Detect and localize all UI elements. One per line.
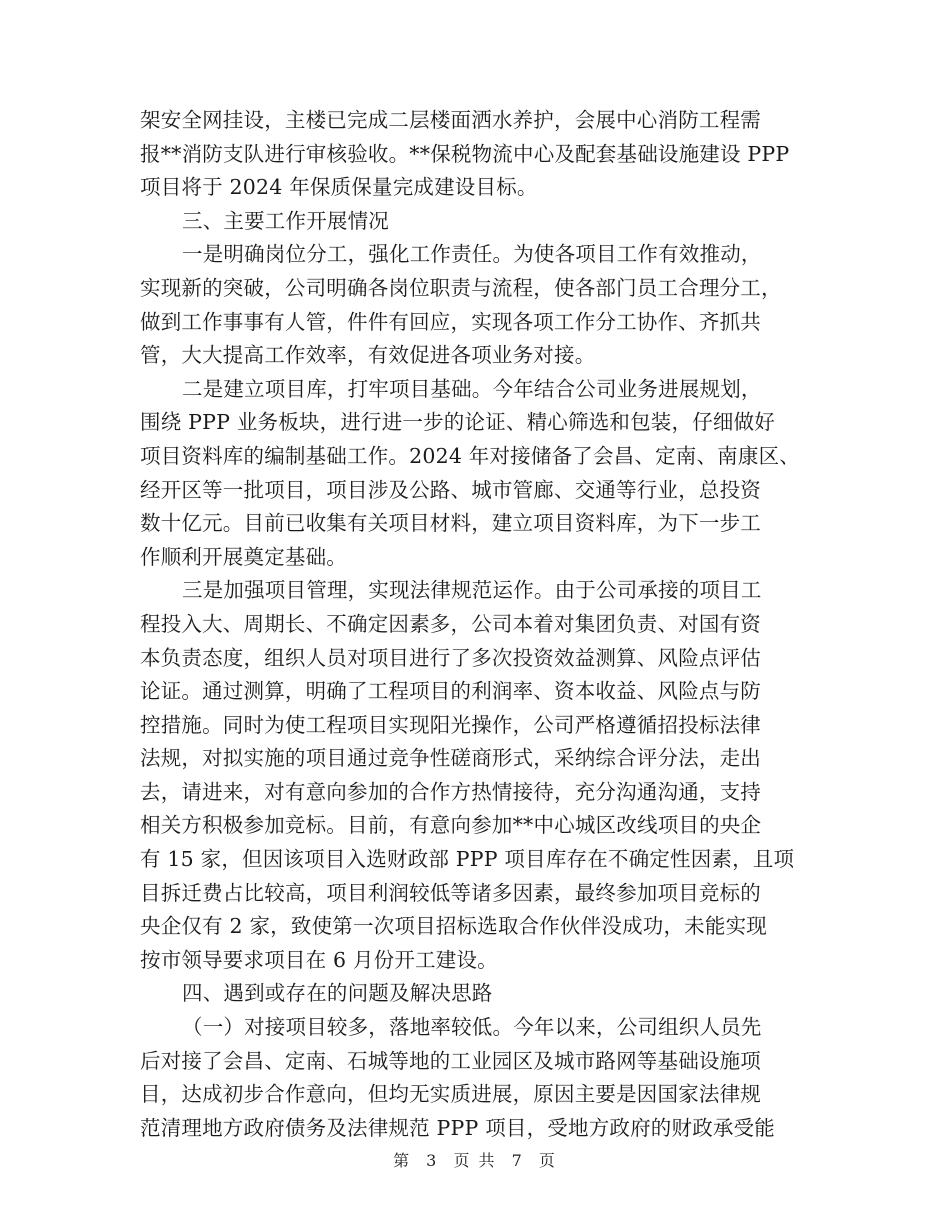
text-line: 按市领导要求项目在 6 月份开工建设。 xyxy=(140,947,498,972)
text-line: 程投入大、周期长、不确定因素多，公司本着对集团负责、对国有资 xyxy=(140,611,761,636)
text-line: 央企仅有 2 家，致使第一次项目招标选取合作伙伴没成功，未能实现 xyxy=(140,914,767,939)
text-line: 项目将于 2024 年保质保量完成建设目标。 xyxy=(140,175,538,200)
paragraph-start: （一）对接项目较多，落地率较低。今年以来，公司组织人员先 xyxy=(182,1015,762,1040)
page-footer xyxy=(0,1148,950,1171)
text-line: 数十亿元。目前已收集有关项目材料，建立项目资料库，为下一步工 xyxy=(140,511,761,536)
document-body xyxy=(140,104,812,1145)
text-line: 项目资料库的编制基础工作。2024 年对接储备了会昌、定南、南康区、 xyxy=(140,443,800,468)
text-line: 后对接了会昌、定南、石城等地的工业园区及城市路网等基础设施项 xyxy=(140,1048,761,1073)
page-number: 3 xyxy=(426,1151,439,1170)
text-line: 管，大大提高工作效率，有效促进各项业务对接。 xyxy=(140,343,596,368)
text-line: 有 15 家，但因该项目入选财政部 PPP 项目库存在不确定性因素，且项 xyxy=(140,847,795,872)
text-line: 相关方积极参加竞标。目前，有意向参加**中心城区改线项目的央企 xyxy=(140,813,762,838)
text-line: 去，请进来，对有意向参加的合作方热情接待，充分沟通沟通，支持 xyxy=(140,779,761,804)
text-line: 实现新的突破，公司明确各岗位职责与流程，使各部门员工合理分工， xyxy=(140,275,782,300)
footer-suffix: 页 xyxy=(538,1151,557,1170)
section-heading: 四、遇到或存在的问题及解决思路 xyxy=(182,981,493,1006)
text-line: 论证。通过测算，明确了工程项目的利润率、资本收益、风险点与防 xyxy=(140,679,761,704)
text-line: 范清理地方政府债务及法律规范 PPP 项目，受地方政府的财政承受能 xyxy=(140,1115,776,1140)
page-total: 7 xyxy=(511,1151,524,1170)
text-line: 目，达成初步合作意向，但均无实质进展，原因主要是因国家法律规 xyxy=(140,1082,761,1107)
text-line: 本负责态度，组织人员对项目进行了多次投资效益测算、风险点评估 xyxy=(140,645,761,670)
paragraph-start: 三是加强项目管理，实现法律规范运作。由于公司承接的项目工 xyxy=(182,578,762,603)
text-line: 作顺利开展奠定基础。 xyxy=(140,544,347,569)
paragraph-start: 二是建立项目库，打牢项目基础。今年结合公司业务进展规划， xyxy=(182,376,762,401)
footer-prefix: 第 xyxy=(393,1151,412,1170)
footer-middle: 页 共 xyxy=(453,1151,497,1170)
paragraph-start: 一是明确岗位分工，强化工作责任。为使各项目工作有效推动， xyxy=(182,242,762,267)
text-line: 围绕 PPP 业务板块，进行进一步的论证、精心筛选和包装，仔细做好 xyxy=(140,410,776,435)
text-line: 控措施。同时为使工程项目实现阳光操作，公司严格遵循招投标法律 xyxy=(140,712,761,737)
text-line: 做到工作事事有人管，件件有回应，实现各项工作分工协作、齐抓共 xyxy=(140,309,761,334)
section-heading: 三、主要工作开展情况 xyxy=(182,208,389,233)
text-line: 目拆迁费占比较高，项目利润较低等诸多因素，最终参加项目竞标的 xyxy=(140,880,761,905)
text-line: 法规，对拟实施的项目通过竞争性磋商形式，采纳综合评分法，走出 xyxy=(140,746,761,771)
text-line: 架安全网挂设，主楼已完成二层楼面洒水养护，会展中心消防工程需 xyxy=(140,108,761,132)
text-line: 报**消防支队进行审核验收。**保税物流中心及配套基础设施建设 PPP xyxy=(140,141,790,166)
text-line: 经开区等一批项目，项目涉及公路、城市管廊、交通等行业，总投资 xyxy=(140,477,761,502)
